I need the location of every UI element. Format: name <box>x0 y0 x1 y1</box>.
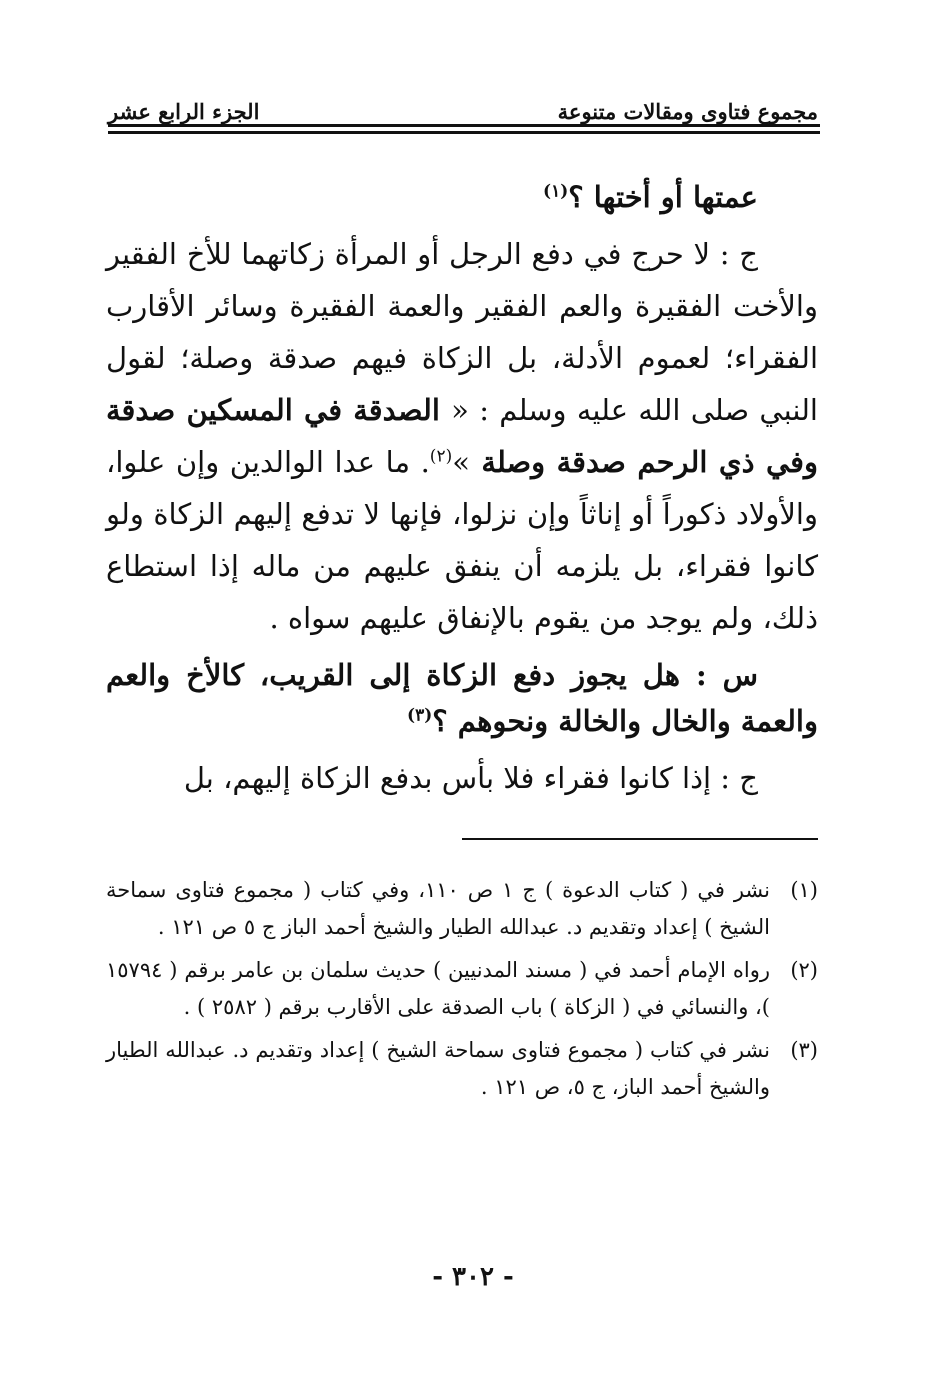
header-volume: الجزء الرابع عشر <box>108 99 260 124</box>
footnote-ref-1: (١) <box>543 181 569 202</box>
page-number: - ٣٠٢ - <box>432 1262 514 1292</box>
question-continuation: عمتها أو أختها ؟$^{(١)}$ <box>543 180 758 214</box>
footnote-ref-2: (٢) <box>429 446 453 467</box>
header-book-title: مجموع فتاوى ومقالات متنوعة <box>557 99 818 124</box>
footnote-text: نشر في كتاب ( مجموع فتاوى سماحة الشيخ ) إعداد وتقديم د. عبدالله الطيار والشيخ أحمد الباز، ج ٥، ص ١٢١ . <box>106 1038 770 1099</box>
footnote-text: رواه الإمام أحمد في ( مسند المدنيين ) حديث سلمان بن عامر برقم ( ١٥٧٩٤ )، والنسائي في ( الزكاة ) باب الصدقة على الأقارب برقم ( ٢٥٨٢ ) . <box>106 958 770 1019</box>
footnote-item <box>106 1032 818 1106</box>
question-2: س : هل يجوز دفع الزكاة إلى القريب، كالأخ والعم والعمة والخال والخالة ونحوهم ؟$^{(٣)}$ <box>106 658 818 738</box>
footnote-number: (٣) <box>790 1038 818 1062</box>
answer-paragraph-1: ج : لا حرج في دفع الرجل أو المرأة زكاتهما للأخ الفقير والأخت الفقيرة والعم الفقير والعمة الفقيرة وسائر الأقارب الفقراء؛ لعموم الأدلة، بل الزكاة فيهم صدقة وصلة؛ لقول النبي صلى الله عليه وسلم : « الصدقة في المسكين صدقة وفي ذي الرحم صدقة وصلة »$^{(٢)}$. ما عدا الوالدين وإن علوا، والأولاد ذكوراً أو إناثاً وإن نزلوا، فإنها لا تدفع إليهم الزكاة ولو كانوا فقراء، بل يلزمه أن ينفق عليهم من ماله إذا استطاع ذلك، ولم يوجد من يقوم بالإنفاق عليهم سواه . <box>106 237 818 635</box>
footnote-item <box>106 952 818 1026</box>
footnote-text: نشر في ( كتاب الدعوة ) ج ١ ص ١١٠، وفي كتاب ( مجموع فتاوى سماحة الشيخ ) إعداد وتقديم د. عبدالله الطيار والشيخ أحمد الباز ج ٥ ص ١٢١ . <box>106 878 770 939</box>
footnote-number: (١) <box>790 878 818 902</box>
header-rule-thick <box>108 131 820 134</box>
footnotes <box>106 872 818 1112</box>
hadith-quote: الصدقة في المسكين صدقة وفي ذي الرحم صدقة وصلة <box>106 393 818 479</box>
footnote-ref-3: (٣) <box>407 705 433 726</box>
footnote-item <box>106 872 818 946</box>
header-rule-thin <box>108 124 820 127</box>
answer-paragraph-2: ج : إذا كانوا فقراء فلا بأس بدفع الزكاة إليهم، بل <box>183 761 758 795</box>
footnote-separator <box>462 838 818 840</box>
main-text <box>106 166 818 804</box>
footnote-number: (٢) <box>790 958 818 982</box>
running-header <box>108 84 818 124</box>
